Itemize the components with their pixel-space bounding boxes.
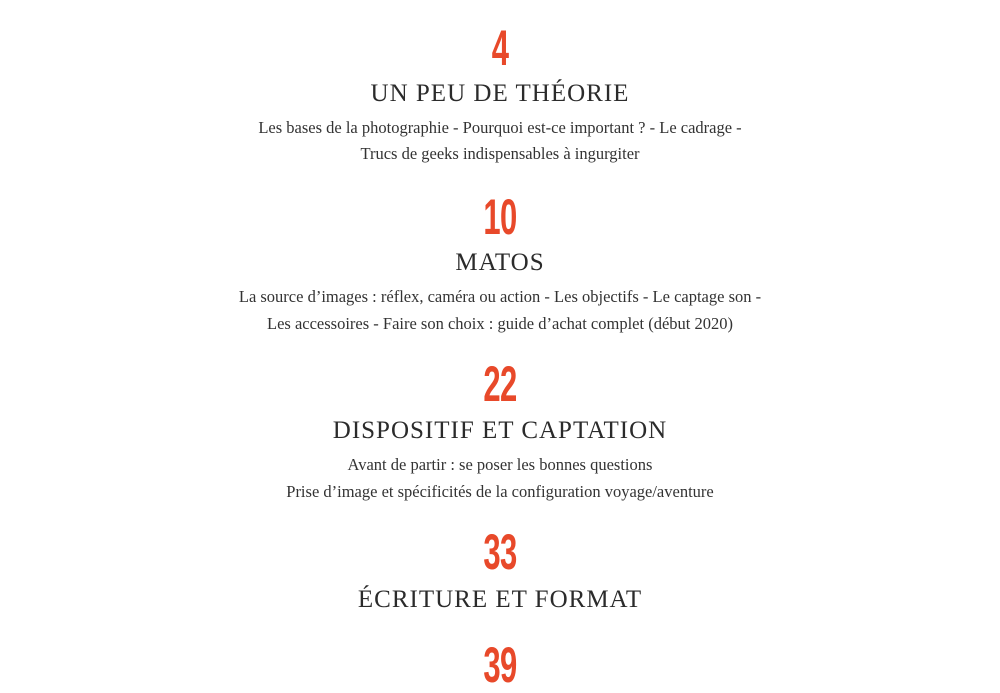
section-description-line: La source d’images : réflex, caméra ou action - Les objectifs - Le captage son - (238, 287, 762, 306)
page-number: 10 (483, 189, 517, 245)
section-title: MATOS (455, 249, 545, 276)
section-title: UN PEU DE THÉORIE (370, 80, 630, 107)
page-number: 22 (483, 356, 517, 412)
section-description-line: Les bases de la photographie - Pourquoi est-ce important ? - Le cadrage - (258, 118, 742, 137)
section-title: ÉCRITURE ET FORMAT (357, 586, 643, 613)
section-title: DISPOSITIF ET CAPTATION (332, 417, 668, 444)
page-number: 4 (491, 20, 509, 76)
section-description-line: Les accessoires - Faire son choix : guide d’achat complet (début 2020) (267, 314, 733, 333)
page-number: 33 (483, 524, 517, 580)
section-description-line: Trucs de geeks indispensables à ingurgiter (360, 144, 640, 163)
section-description-line: Avant de partir : se poser les bonnes questions (347, 455, 653, 474)
section-description-line: Prise d’image et spécificités de la configuration voyage/aventure (286, 482, 714, 501)
page-number: 39 (483, 637, 517, 693)
